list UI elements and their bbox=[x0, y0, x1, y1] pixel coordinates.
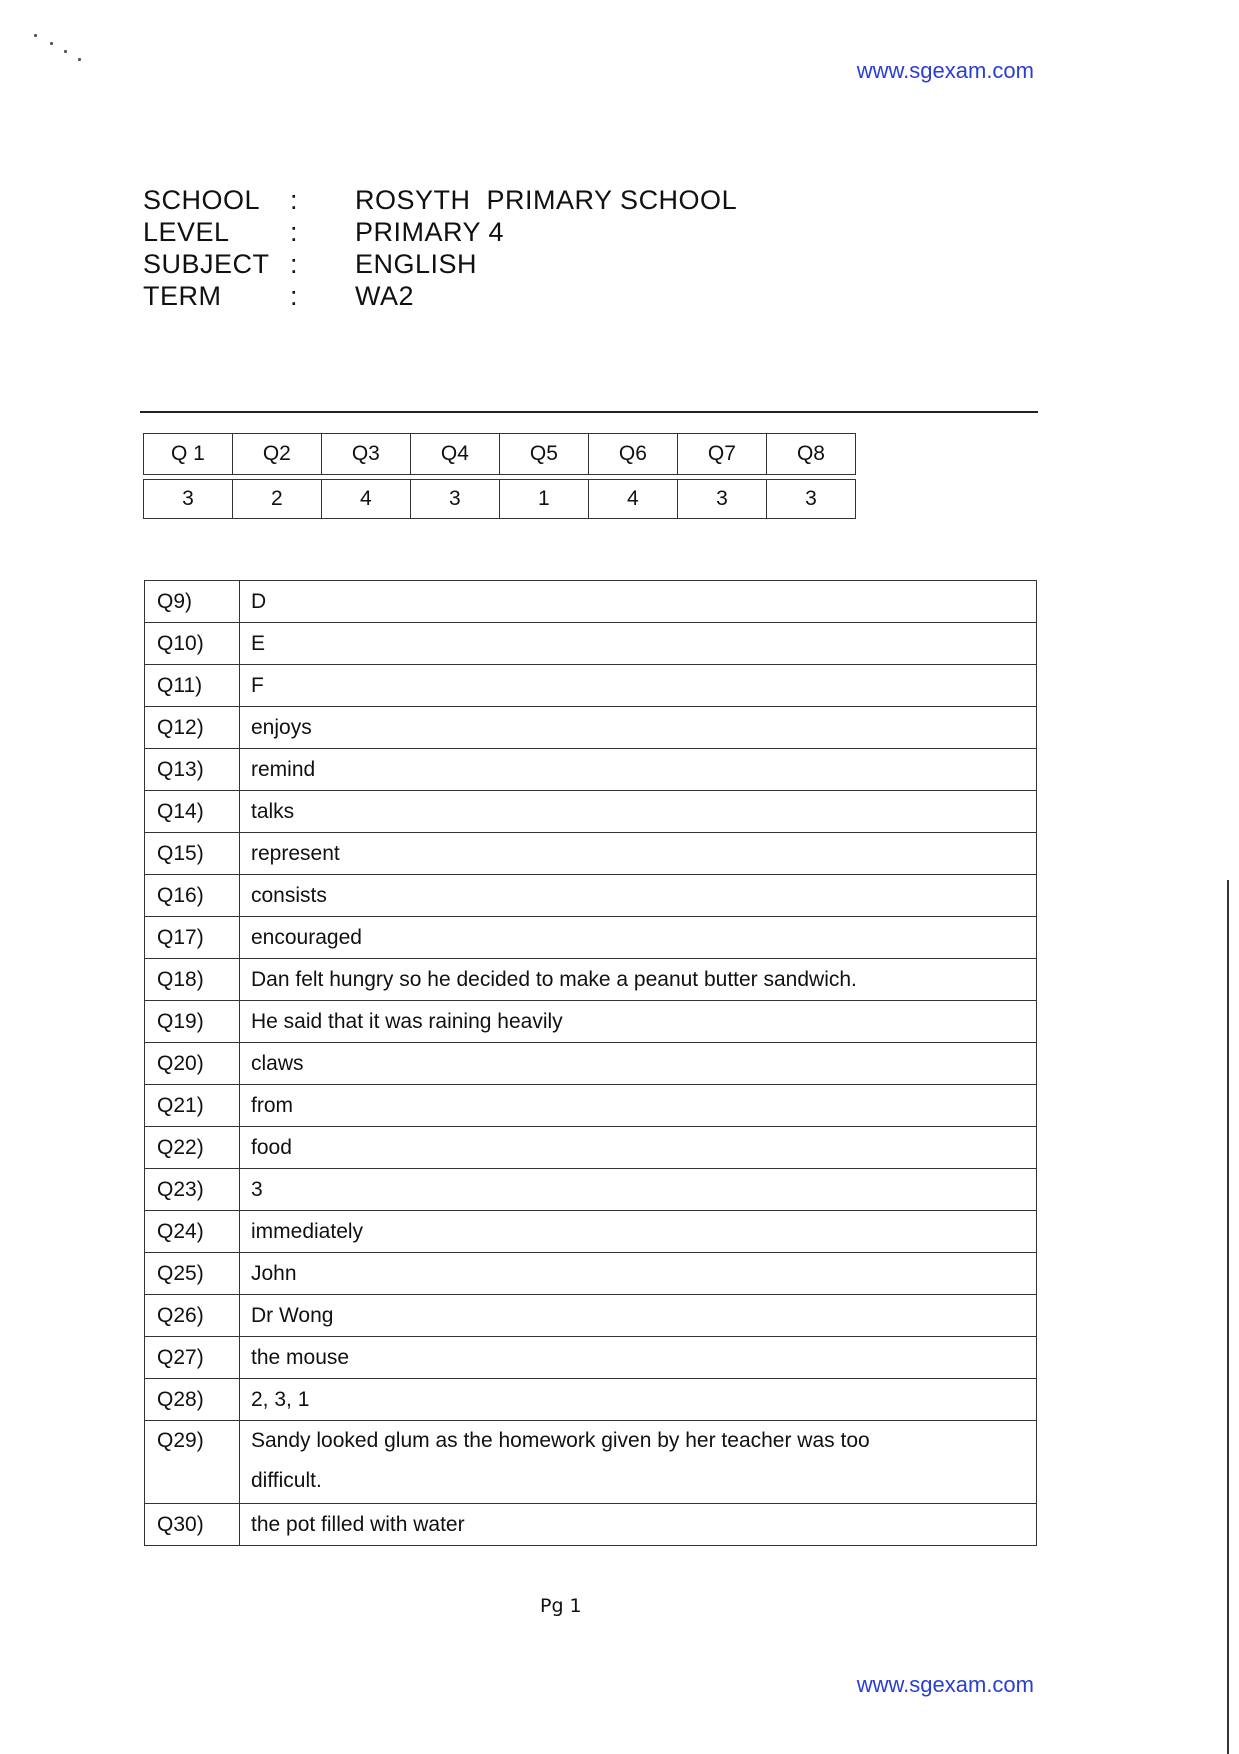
answer-cell bbox=[240, 959, 1037, 1001]
question-number-cell bbox=[145, 1085, 240, 1127]
info-key: SUBJECT bbox=[143, 248, 270, 279]
mcq-answer-cell: 1 bbox=[499, 480, 588, 519]
question-number: Q13) bbox=[157, 757, 204, 781]
question-number-cell bbox=[145, 623, 240, 665]
answer-text: the mouse bbox=[251, 1345, 350, 1369]
mcq-answer-cell: 4 bbox=[321, 480, 410, 519]
mcq-question-cell: Q2 bbox=[232, 434, 321, 475]
answer-text: D bbox=[251, 589, 267, 613]
answer-row bbox=[145, 1253, 1037, 1295]
question-number: Q19) bbox=[157, 1009, 204, 1033]
answer-cell bbox=[240, 1211, 1037, 1253]
answer-text: Dan felt hungry so he decided to make a peanut butter sandwich. bbox=[251, 967, 857, 991]
question-number: Q10) bbox=[157, 631, 204, 655]
site-link-bottom[interactable]: www.sgexam.com bbox=[856, 1672, 1034, 1697]
question-number-cell bbox=[145, 959, 240, 1001]
answer-cell bbox=[240, 917, 1037, 959]
answer-cell bbox=[240, 791, 1037, 833]
answer-cell bbox=[240, 707, 1037, 749]
info-key: SCHOOL bbox=[143, 184, 261, 215]
answer-row bbox=[145, 1337, 1037, 1379]
info-key: TERM bbox=[143, 280, 222, 311]
question-number: Q29) bbox=[157, 1429, 204, 1452]
answer-row bbox=[145, 707, 1037, 749]
info-value: WA2 bbox=[355, 280, 415, 311]
answer-cell bbox=[240, 1169, 1037, 1211]
question-number-cell bbox=[145, 1043, 240, 1085]
answer-text: 2, 3, 1 bbox=[251, 1387, 310, 1411]
mcq-question-row bbox=[144, 434, 856, 475]
scan-speck bbox=[30, 32, 90, 72]
mcq-answer-table bbox=[143, 433, 856, 519]
page-number: Pg 1 bbox=[540, 1595, 582, 1617]
answer-cell bbox=[240, 1253, 1037, 1295]
info-row-level bbox=[143, 216, 737, 248]
answer-row bbox=[145, 749, 1037, 791]
answer-cell bbox=[240, 833, 1037, 875]
answer-text: remind bbox=[251, 757, 316, 781]
answer-text: F bbox=[251, 673, 264, 697]
info-value: ROSYTH PRIMARY SCHOOL bbox=[355, 184, 738, 215]
question-number-cell bbox=[145, 1421, 240, 1504]
answer-row bbox=[145, 1421, 1037, 1504]
question-number: Q11) bbox=[157, 673, 203, 697]
mcq-question-cell: Q3 bbox=[321, 434, 410, 475]
mcq-answer-cell: 3 bbox=[410, 480, 499, 519]
answer-row bbox=[145, 1211, 1037, 1253]
answer-row bbox=[145, 875, 1037, 917]
question-number-cell bbox=[145, 707, 240, 749]
answer-cell bbox=[240, 581, 1037, 623]
mcq-question-cell: Q5 bbox=[499, 434, 588, 475]
question-number: Q20) bbox=[157, 1051, 204, 1075]
question-number-cell bbox=[145, 1379, 240, 1421]
mcq-question-cell: Q7 bbox=[677, 434, 766, 475]
answer-cell bbox=[240, 1295, 1037, 1337]
answer-row bbox=[145, 833, 1037, 875]
question-number-cell bbox=[145, 833, 240, 875]
question-number-cell bbox=[145, 875, 240, 917]
answer-cell bbox=[240, 1085, 1037, 1127]
answer-row bbox=[145, 791, 1037, 833]
answer-text: Dr Wong bbox=[251, 1303, 334, 1327]
mcq-answer-cell: 3 bbox=[766, 480, 855, 519]
question-number: Q14) bbox=[157, 799, 204, 823]
answer-row bbox=[145, 959, 1037, 1001]
answer-row bbox=[145, 1043, 1037, 1085]
answer-row bbox=[145, 581, 1037, 623]
info-row-subject bbox=[143, 248, 737, 280]
info-value: PRIMARY 4 bbox=[355, 216, 505, 247]
answer-row bbox=[145, 1127, 1037, 1169]
question-number: Q27) bbox=[157, 1345, 204, 1369]
info-key: LEVEL bbox=[143, 216, 230, 247]
answer-text-continued: difficult. bbox=[251, 1469, 322, 1492]
answer-cell bbox=[240, 1127, 1037, 1169]
question-number: Q24) bbox=[157, 1219, 204, 1243]
info-colon: : bbox=[290, 280, 298, 311]
question-number: Q23) bbox=[157, 1177, 204, 1201]
mcq-answer-cell: 3 bbox=[677, 480, 766, 519]
mcq-question-cell: Q8 bbox=[766, 434, 855, 475]
answer-text: food bbox=[251, 1135, 292, 1159]
question-number: Q9) bbox=[157, 589, 193, 613]
question-number: Q26) bbox=[157, 1303, 204, 1327]
answer-row bbox=[145, 1001, 1037, 1043]
answer-cell bbox=[240, 1043, 1037, 1085]
question-number: Q21) bbox=[157, 1093, 204, 1117]
question-number: Q16) bbox=[157, 883, 204, 907]
question-number-cell bbox=[145, 581, 240, 623]
mcq-answer-cell: 2 bbox=[232, 480, 321, 519]
question-number: Q12) bbox=[157, 715, 204, 739]
answer-text: the pot filled with water bbox=[251, 1512, 465, 1536]
answer-row bbox=[145, 1085, 1037, 1127]
question-number: Q25) bbox=[157, 1261, 204, 1285]
answer-cell bbox=[240, 1379, 1037, 1421]
answer-cell bbox=[240, 749, 1037, 791]
scan-edge-line bbox=[1227, 880, 1229, 1754]
answer-cell bbox=[240, 1001, 1037, 1043]
answer-row bbox=[145, 1504, 1037, 1546]
question-number-cell bbox=[145, 791, 240, 833]
answer-row bbox=[145, 665, 1037, 707]
question-number-cell bbox=[145, 665, 240, 707]
mcq-answer-row bbox=[144, 480, 856, 519]
question-number-cell bbox=[145, 1504, 240, 1546]
question-number: Q28) bbox=[157, 1387, 204, 1411]
question-number-cell bbox=[145, 1253, 240, 1295]
mcq-question-cell: Q6 bbox=[588, 434, 677, 475]
question-number: Q30) bbox=[157, 1512, 204, 1536]
question-number-cell bbox=[145, 1001, 240, 1043]
info-colon: : bbox=[290, 248, 298, 279]
site-link-top[interactable]: www.sgexam.com bbox=[856, 58, 1034, 83]
answer-row bbox=[145, 917, 1037, 959]
answer-text: encouraged bbox=[251, 925, 362, 949]
answer-row bbox=[145, 1295, 1037, 1337]
answer-text: talks bbox=[251, 799, 295, 823]
answer-text: claws bbox=[251, 1051, 304, 1075]
question-number-cell bbox=[145, 1127, 240, 1169]
info-value: ENGLISH bbox=[355, 248, 478, 279]
answer-text: He said that it was raining heavily bbox=[251, 1009, 563, 1033]
header-divider bbox=[140, 411, 1038, 413]
open-answer-table bbox=[144, 580, 1037, 1546]
answer-text: Sandy looked glum as the homework given by her teacher was too bbox=[251, 1429, 870, 1452]
answer-row bbox=[145, 1379, 1037, 1421]
info-colon: : bbox=[290, 216, 298, 247]
question-number: Q22) bbox=[157, 1135, 204, 1159]
question-number-cell bbox=[145, 1169, 240, 1211]
answer-text: 3 bbox=[251, 1177, 263, 1201]
answer-text: immediately bbox=[251, 1219, 364, 1243]
answer-text: from bbox=[251, 1093, 293, 1117]
answer-row bbox=[145, 1169, 1037, 1211]
question-number: Q15) bbox=[157, 841, 204, 865]
mcq-question-cell: Q 1 bbox=[144, 434, 233, 475]
answer-cell bbox=[240, 665, 1037, 707]
info-colon: : bbox=[290, 184, 298, 215]
answer-text: consists bbox=[251, 883, 327, 907]
answer-text: enjoys bbox=[251, 715, 312, 739]
answer-cell bbox=[240, 1337, 1037, 1379]
mcq-question-cell: Q4 bbox=[410, 434, 499, 475]
answer-row bbox=[145, 623, 1037, 665]
question-number-cell bbox=[145, 1211, 240, 1253]
question-number-cell bbox=[145, 1295, 240, 1337]
answer-text: E bbox=[251, 631, 266, 655]
question-number-cell bbox=[145, 1337, 240, 1379]
info-row-term bbox=[143, 280, 737, 312]
info-row-school bbox=[143, 184, 737, 216]
answer-cell bbox=[240, 875, 1037, 917]
answer-cell bbox=[240, 623, 1037, 665]
question-number-cell bbox=[145, 917, 240, 959]
answer-cell bbox=[240, 1504, 1037, 1546]
answer-cell bbox=[240, 1421, 1037, 1504]
question-number-cell bbox=[145, 749, 240, 791]
answer-text: John bbox=[251, 1261, 297, 1285]
exam-header-info bbox=[143, 184, 737, 312]
answer-text: represent bbox=[251, 841, 340, 865]
mcq-answer-cell: 3 bbox=[144, 480, 233, 519]
question-number: Q17) bbox=[157, 925, 204, 949]
question-number: Q18) bbox=[157, 967, 204, 991]
mcq-answer-cell: 4 bbox=[588, 480, 677, 519]
